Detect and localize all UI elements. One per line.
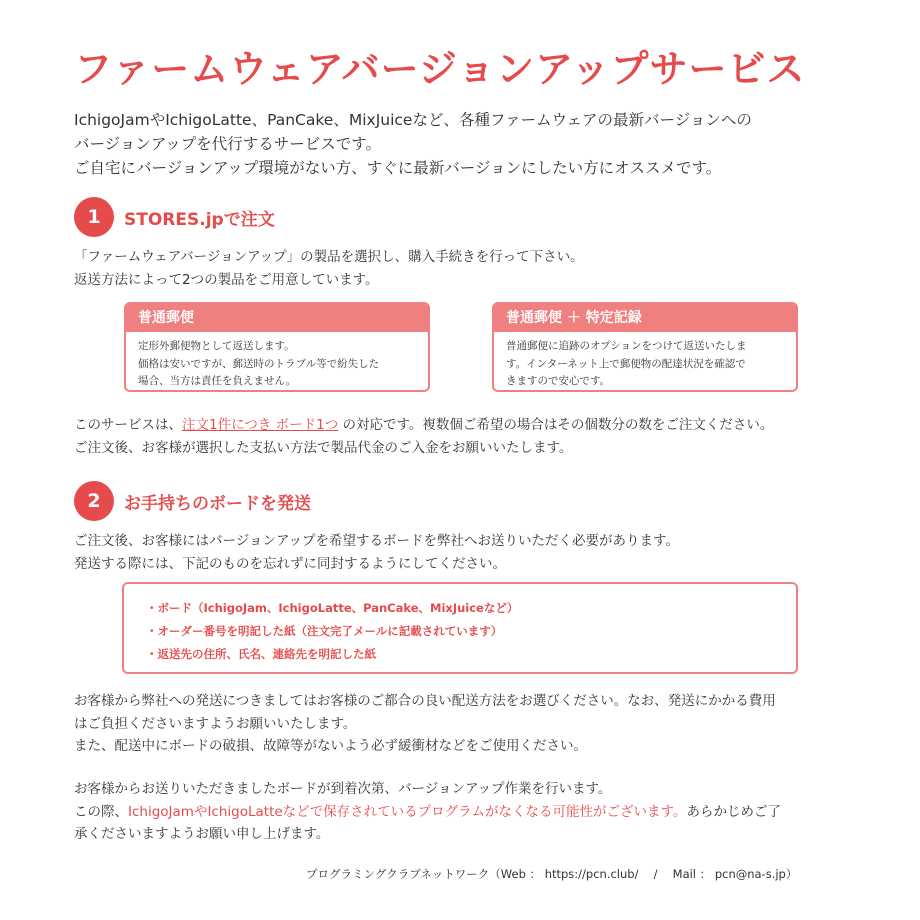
step-2-header bbox=[74, 480, 311, 522]
step-2-line: お客様から弊社への発送につきましてはお客様のご都合の良い配送方法をお選びください。なお、発送にかかる費用 bbox=[74, 693, 776, 709]
step-2-line: はご負担くださいますようお願いいたします。 bbox=[74, 715, 357, 732]
step-2-number: 2 bbox=[74, 481, 114, 521]
intro-line: バージョンアップを代行するサービスです。 bbox=[74, 135, 382, 153]
card-body bbox=[494, 332, 796, 391]
step-1-title: STORES.jpで注文 bbox=[124, 209, 275, 230]
card-title: 普通郵便 ＋ 特定記録 bbox=[494, 304, 796, 332]
enclosure-item: ・返送先の住所、氏名、連絡先を明記した紙 bbox=[146, 647, 376, 661]
step-2-text bbox=[74, 530, 679, 575]
step-2-line: 発送する際には、下記のものを忘れずに同封するようにしてください。 bbox=[74, 555, 506, 572]
note-highlight: 注文1件につき ボード1つ bbox=[182, 417, 339, 433]
step-1-text bbox=[74, 246, 584, 291]
step-2-title: お手持ちのボードを発送 bbox=[124, 493, 311, 514]
card-line: きますので安心です。 bbox=[506, 375, 611, 387]
step-2-line: 承くださいますようお願い申し上げます。 bbox=[74, 826, 330, 842]
notice-text: この際、 bbox=[74, 803, 128, 820]
enclosure-list bbox=[122, 582, 798, 674]
step-1-line: 「ファームウェアバージョンアップ」の製品を選択し、購入手続きを行って下さい。 bbox=[74, 249, 584, 265]
card-line: 定形外郵便物として返送します。 bbox=[138, 340, 295, 352]
intro-line: ご自宅にバージョンアップ環境がない方、すぐに最新バージョンにしたい方にオススメです。 bbox=[74, 159, 722, 177]
step-2-line bbox=[74, 801, 781, 824]
note-text: の対応です。複数個ご希望の場合はその個数分の数をご注文ください。 bbox=[338, 417, 774, 433]
card-line: す。インターネット上で郵便物の配達状況を確認で bbox=[506, 357, 746, 370]
enclosure-item: ・ボード（IchigoJam、IchigoLatte、PanCake、MixJuiceなど） bbox=[146, 601, 519, 615]
note-text: このサービスは、 bbox=[74, 417, 182, 433]
step-2-notice-text bbox=[74, 778, 781, 846]
step-2-line: ご注文後、お客様にはバージョンアップを希望するボードを弊社へお送りいただく必要があります。 bbox=[74, 533, 679, 549]
card-line: 価格は安いですが、郵送時のトラブル等で紛失した bbox=[138, 357, 380, 370]
card-line: 普通郵便に追跡のオプションをつけて返送いたしま bbox=[506, 340, 747, 352]
step-1-number: 1 bbox=[74, 197, 114, 237]
step-1-note bbox=[74, 414, 773, 459]
step-2-line: お客様からお送りいただきましたボードが到着次第、バージョンアップ作業を行います。 bbox=[74, 781, 612, 797]
step-1-line: 返送方法によって2つの製品をご用意しています。 bbox=[74, 271, 379, 288]
card-title: 普通郵便 bbox=[126, 304, 428, 332]
enclosure-item: ・オーダー番号を明記した紙（注文完了メールに記載されています） bbox=[146, 624, 503, 638]
step-2-shipping-text bbox=[74, 690, 776, 758]
card-body bbox=[126, 332, 428, 391]
step-1-note-line bbox=[74, 414, 773, 437]
footer-contact: プログラミングクラブネットワーク（Web ： https://pcn.club/ / Mail ： pcn@na-s.jp） bbox=[306, 867, 798, 881]
step-2-line: また、配送中にボードの破損、故障等がないよう必ず緩衝材などをご使用ください。 bbox=[74, 738, 587, 754]
intro-text bbox=[74, 108, 874, 180]
step-1-note-line: ご注文後、お客様が選択した支払い方法で製品代金のご入金をお願いいたします。 bbox=[74, 439, 573, 456]
card-regular-mail bbox=[124, 302, 430, 392]
card-recorded-mail bbox=[492, 302, 798, 392]
notice-text: あらかじめご了 bbox=[686, 803, 781, 820]
step-1-header bbox=[74, 196, 275, 238]
intro-line: IchigoJamやIchigoLatte、PanCake、MixJuiceなど、各種ファームウェアの最新バージョンへの bbox=[74, 111, 752, 129]
page-title: ファームウェアバージョンアップサービス bbox=[74, 47, 806, 91]
notice-highlight: IchigoJamやIchigoLatteなどで保存されているプログラムがなくなる可能性がございます。 bbox=[128, 803, 687, 820]
card-line: 場合、当方は責任を負えません。 bbox=[138, 375, 297, 387]
